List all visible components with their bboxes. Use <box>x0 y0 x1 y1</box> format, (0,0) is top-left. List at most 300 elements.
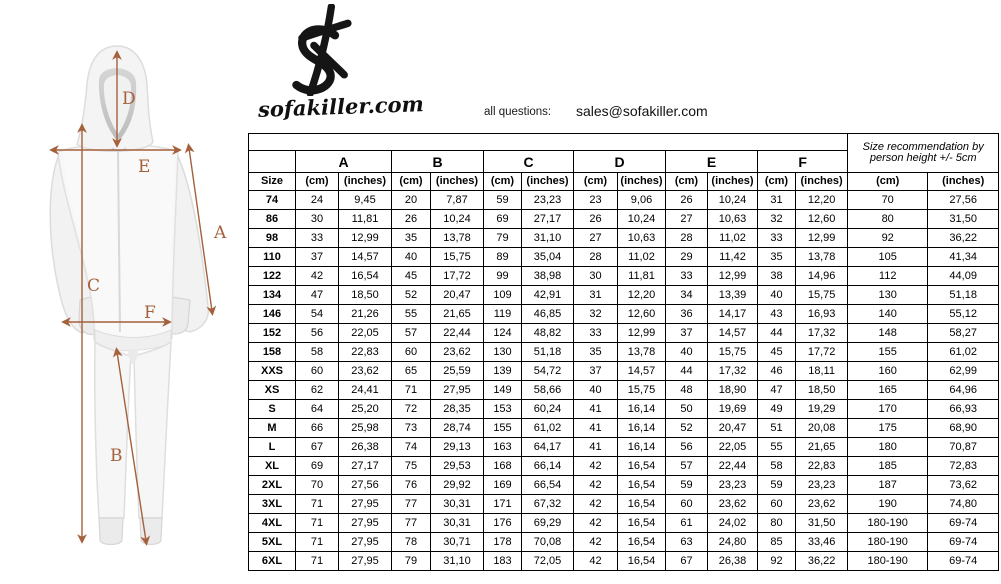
measurement-value: 79 <box>392 552 431 571</box>
measurement-value: 46 <box>758 362 796 381</box>
measurement-value: 56 <box>666 438 708 457</box>
measurement-value: 49 <box>758 400 796 419</box>
measurement-value: 41 <box>574 438 618 457</box>
measurement-value: 76 <box>392 476 431 495</box>
measurement-value: 61 <box>666 514 708 533</box>
measurement-value: 16,14 <box>618 419 666 438</box>
measurement-value: 33,46 <box>796 533 848 552</box>
measurement-value: 26,38 <box>708 552 758 571</box>
measurement-value: 29,13 <box>431 438 484 457</box>
measurement-value: 48 <box>666 381 708 400</box>
table-row <box>249 419 999 438</box>
measurement-value: 14,57 <box>618 362 666 381</box>
measurement-value: 14,17 <box>708 305 758 324</box>
measurement-value: 16,54 <box>618 533 666 552</box>
measurement-value: 30,71 <box>431 533 484 552</box>
measurement-value: 47 <box>296 286 339 305</box>
size-label: 2XL <box>249 476 296 495</box>
measurement-value: 21,26 <box>339 305 392 324</box>
measurement-value: 41 <box>574 419 618 438</box>
measurement-value: 70 <box>296 476 339 495</box>
measurement-value: 10,63 <box>708 210 758 229</box>
measurement-value: 45 <box>392 267 431 286</box>
product-photo <box>0 0 250 584</box>
measurement-value: 50 <box>666 400 708 419</box>
measurement-value: 55,12 <box>928 305 999 324</box>
measurement-value: 10,63 <box>618 229 666 248</box>
measurement-value: 40 <box>574 381 618 400</box>
recommendation-header-row <box>249 134 999 151</box>
measurement-value: 14,57 <box>708 324 758 343</box>
measurement-value: 26,38 <box>339 438 392 457</box>
measurement-value: 21,65 <box>431 305 484 324</box>
measurement-value: 33 <box>758 229 796 248</box>
measurement-value: 60 <box>666 495 708 514</box>
table-row <box>249 267 999 286</box>
measurement-value: 27,95 <box>339 533 392 552</box>
measurement-value: 71 <box>296 514 339 533</box>
measurement-value: 165 <box>848 381 928 400</box>
measurement-value: 12,60 <box>796 210 848 229</box>
measurement-value: 190 <box>848 495 928 514</box>
measurement-value: 27,95 <box>339 514 392 533</box>
measurement-value: 42 <box>574 495 618 514</box>
measurement-value: 15,75 <box>618 381 666 400</box>
measurement-value: 89 <box>484 248 522 267</box>
measurement-value: 66,14 <box>522 457 574 476</box>
table-row <box>249 514 999 533</box>
measurement-value: 60 <box>392 343 431 362</box>
size-label: L <box>249 438 296 457</box>
measurement-value: 15,75 <box>796 286 848 305</box>
measurement-value: 31 <box>574 286 618 305</box>
measurement-value: 37 <box>296 248 339 267</box>
onesie-silhouette <box>50 46 208 545</box>
measurement-value: 61,02 <box>928 343 999 362</box>
measurement-value: 20,47 <box>708 419 758 438</box>
measurement-value: 60,24 <box>522 400 574 419</box>
measurement-value: 17,72 <box>431 267 484 286</box>
measurement-value: 30,31 <box>431 495 484 514</box>
table-row <box>249 381 999 400</box>
unit-header-inches: (inches) <box>522 173 574 191</box>
measurement-value: 38,98 <box>522 267 574 286</box>
measurement-value: 25,20 <box>339 400 392 419</box>
measurement-value: 23,62 <box>431 343 484 362</box>
measurement-value: 57 <box>392 324 431 343</box>
measurement-value: 29 <box>666 248 708 267</box>
measurement-value: 27,95 <box>339 552 392 571</box>
measurement-value: 71 <box>296 552 339 571</box>
measurement-value: 130 <box>484 343 522 362</box>
measurement-value: 37 <box>574 362 618 381</box>
measurement-value: 73 <box>392 419 431 438</box>
measurement-value: 64 <box>296 400 339 419</box>
measurement-value: 24,02 <box>708 514 758 533</box>
measurement-value: 140 <box>848 305 928 324</box>
measurement-value: 41,34 <box>928 248 999 267</box>
measurement-value: 74,80 <box>928 495 999 514</box>
measurement-value: 70,87 <box>928 438 999 457</box>
measurement-value: 62,99 <box>928 362 999 381</box>
measurement-value: 180-190 <box>848 533 928 552</box>
table-row <box>249 400 999 419</box>
unit-header-cm: (cm) <box>848 173 928 191</box>
measurement-value: 28,35 <box>431 400 484 419</box>
size-label: 74 <box>249 191 296 210</box>
size-label: 98 <box>249 229 296 248</box>
measurement-value: 18,50 <box>796 381 848 400</box>
measurement-value: 44 <box>666 362 708 381</box>
measurement-value: 25,98 <box>339 419 392 438</box>
table-row <box>249 210 999 229</box>
measurement-value: 56 <box>296 324 339 343</box>
measurement-value: 80 <box>848 210 928 229</box>
measurement-value: 71 <box>296 495 339 514</box>
sk-monogram-icon <box>280 4 368 96</box>
measurement-value: 77 <box>392 495 431 514</box>
measurement-value: 52 <box>392 286 431 305</box>
measurement-value: 59 <box>666 476 708 495</box>
measurement-value: 40 <box>666 343 708 362</box>
measurement-value: 41 <box>574 400 618 419</box>
measurement-value: 19,29 <box>796 400 848 419</box>
measurement-value: 71 <box>392 381 431 400</box>
measurement-value: 58,27 <box>928 324 999 343</box>
size-label: 122 <box>249 267 296 286</box>
measurement-value: 10,24 <box>618 210 666 229</box>
measurement-value: 33 <box>296 229 339 248</box>
measurement-value: 44 <box>758 324 796 343</box>
measurement-value: 27,95 <box>431 381 484 400</box>
measurement-value: 25,59 <box>431 362 484 381</box>
measurement-value: 66 <box>296 419 339 438</box>
table-row <box>249 305 999 324</box>
measurement-value: 72 <box>392 400 431 419</box>
size-label: 158 <box>249 343 296 362</box>
measurement-value: 175 <box>848 419 928 438</box>
measurement-value: 72,05 <box>522 552 574 571</box>
measurement-value: 37 <box>666 324 708 343</box>
measurement-value: 62 <box>296 381 339 400</box>
measurement-value: 60 <box>296 362 339 381</box>
measurement-value: 23 <box>574 191 618 210</box>
measurement-label-d: D <box>122 89 136 109</box>
measurement-value: 124 <box>484 324 522 343</box>
measurement-value: 16,14 <box>618 438 666 457</box>
table-row <box>249 343 999 362</box>
measurement-value: 27,56 <box>928 191 999 210</box>
table-row <box>249 476 999 495</box>
table-row <box>249 286 999 305</box>
size-label: 110 <box>249 248 296 267</box>
measurement-value: 42 <box>574 533 618 552</box>
measurement-value: 12,20 <box>796 191 848 210</box>
measurement-value: 70,08 <box>522 533 574 552</box>
unit-header-cm: (cm) <box>484 173 522 191</box>
measurement-value: 51,18 <box>522 343 574 362</box>
measurement-value: 55 <box>392 305 431 324</box>
table-row <box>249 552 999 571</box>
measurement-value: 24,41 <box>339 381 392 400</box>
measurement-value: 23,23 <box>708 476 758 495</box>
unit-header-inches: (inches) <box>431 173 484 191</box>
measurement-value: 26 <box>392 210 431 229</box>
unit-header-cm: (cm) <box>666 173 708 191</box>
measurement-value: 16,54 <box>618 476 666 495</box>
measurement-value: 42,91 <box>522 286 574 305</box>
measurement-value: 27 <box>574 229 618 248</box>
measurement-value: 99 <box>484 267 522 286</box>
column-header-b: B <box>392 151 484 173</box>
measurement-value: 59 <box>758 476 796 495</box>
measurement-value: 11,02 <box>618 248 666 267</box>
contact-email: sales@sofakiller.com <box>576 103 708 119</box>
measurement-value: 16,93 <box>796 305 848 324</box>
measurement-value: 11,02 <box>708 229 758 248</box>
measurement-value: 119 <box>484 305 522 324</box>
unit-header-cm: (cm) <box>574 173 618 191</box>
measurement-value: 20 <box>392 191 431 210</box>
size-table-body <box>249 191 999 571</box>
measurement-value: 180-190 <box>848 514 928 533</box>
contact-question-label: all questions: <box>484 106 552 118</box>
unit-header-cm: (cm) <box>392 173 431 191</box>
measurement-value: 33 <box>574 324 618 343</box>
measurement-value: 28 <box>666 229 708 248</box>
measurement-value: 160 <box>848 362 928 381</box>
measurement-value: 60 <box>758 495 796 514</box>
column-header-a: A <box>296 151 392 173</box>
measurement-value: 180 <box>848 438 928 457</box>
size-label: 5XL <box>249 533 296 552</box>
measurement-value: 171 <box>484 495 522 514</box>
measurement-value: 66,93 <box>928 400 999 419</box>
measurement-value: 36 <box>666 305 708 324</box>
measurement-value: 44,09 <box>928 267 999 286</box>
measurement-value: 69,29 <box>522 514 574 533</box>
measurement-value: 31 <box>758 191 796 210</box>
measurement-value: 36,22 <box>928 229 999 248</box>
measurement-value: 36,22 <box>796 552 848 571</box>
measurement-value: 40 <box>758 286 796 305</box>
measurement-value: 58 <box>296 343 339 362</box>
table-row <box>249 438 999 457</box>
measurement-label-f: F <box>144 303 156 323</box>
measurement-value: 77 <box>392 514 431 533</box>
measurement-value: 24 <box>296 191 339 210</box>
unit-header-inches: (inches) <box>618 173 666 191</box>
measurement-value: 69-74 <box>928 514 999 533</box>
measurement-value: 35 <box>574 343 618 362</box>
size-label: 152 <box>249 324 296 343</box>
measurement-value: 21,65 <box>796 438 848 457</box>
brand-site-text: sofakiller.com <box>257 91 425 122</box>
measurement-value: 61,02 <box>522 419 574 438</box>
measurement-label-a: A <box>214 223 227 243</box>
measurement-value: 30 <box>296 210 339 229</box>
measurement-value: 80 <box>758 514 796 533</box>
table-row <box>249 495 999 514</box>
measurement-value: 78 <box>392 533 431 552</box>
measurement-value: 92 <box>848 229 928 248</box>
measurement-value: 71 <box>296 533 339 552</box>
measurement-value: 47 <box>758 381 796 400</box>
measurement-value: 31,50 <box>928 210 999 229</box>
measurement-value: 27,56 <box>339 476 392 495</box>
measurement-label-c: C <box>87 276 101 296</box>
measurement-value: 58 <box>758 457 796 476</box>
onesie-measurement-diagram <box>0 0 250 584</box>
measurement-value: 26 <box>574 210 618 229</box>
table-row <box>249 362 999 381</box>
measurement-value: 16,54 <box>339 267 392 286</box>
measurement-value: 17,32 <box>796 324 848 343</box>
measurement-value: 65 <box>392 362 431 381</box>
measurement-value: 42 <box>296 267 339 286</box>
measurement-value: 22,05 <box>708 438 758 457</box>
measurement-value: 58,66 <box>522 381 574 400</box>
measurement-label-b: B <box>110 446 123 466</box>
measurement-label-e: E <box>138 157 151 177</box>
measurement-value: 19,69 <box>708 400 758 419</box>
unit-header-cm: (cm) <box>296 173 339 191</box>
measurement-value: 9,06 <box>618 191 666 210</box>
size-label: XL <box>249 457 296 476</box>
measurement-value: 18,11 <box>796 362 848 381</box>
measurement-value: 38 <box>758 267 796 286</box>
measurement-value: 32 <box>758 210 796 229</box>
measurement-value: 22,83 <box>339 343 392 362</box>
measurement-value: 51 <box>758 419 796 438</box>
measurement-value: 22,44 <box>708 457 758 476</box>
measurement-value: 169 <box>484 476 522 495</box>
measurement-value: 24,80 <box>708 533 758 552</box>
measurement-value: 148 <box>848 324 928 343</box>
measurement-value: 67 <box>296 438 339 457</box>
measurement-value: 176 <box>484 514 522 533</box>
measurement-value: 12,99 <box>708 267 758 286</box>
unit-header-inches: (inches) <box>339 173 392 191</box>
measurement-value: 20,08 <box>796 419 848 438</box>
measurement-value: 10,24 <box>708 191 758 210</box>
measurement-value: 72,83 <box>928 457 999 476</box>
measurement-value: 105 <box>848 248 928 267</box>
measurement-value: 66,54 <box>522 476 574 495</box>
size-label: S <box>249 400 296 419</box>
measurement-value: 42 <box>574 552 618 571</box>
measurement-value: 23,23 <box>522 191 574 210</box>
measurement-value: 27,95 <box>339 495 392 514</box>
measurement-value: 139 <box>484 362 522 381</box>
size-column-header: Size <box>249 173 296 191</box>
measurement-value: 180-190 <box>848 552 928 571</box>
measurement-value: 63 <box>666 533 708 552</box>
measurement-value: 16,54 <box>618 514 666 533</box>
size-label: 134 <box>249 286 296 305</box>
recommendation-header <box>848 134 999 173</box>
measurement-value: 59 <box>484 191 522 210</box>
measurement-value: 15,75 <box>431 248 484 267</box>
measurement-value: 11,81 <box>339 210 392 229</box>
measurement-value: 73,62 <box>928 476 999 495</box>
measurement-value: 75 <box>392 457 431 476</box>
measurement-value: 48,82 <box>522 324 574 343</box>
column-header-d: D <box>574 151 666 173</box>
measurement-value: 31,10 <box>522 229 574 248</box>
measurement-value: 74 <box>392 438 431 457</box>
size-label: XS <box>249 381 296 400</box>
measurement-value: 12,99 <box>339 229 392 248</box>
measurement-value: 31,10 <box>431 552 484 571</box>
size-label: 146 <box>249 305 296 324</box>
unit-header-inches: (inches) <box>928 173 999 191</box>
measurement-value: 23,62 <box>708 495 758 514</box>
size-table <box>248 133 999 571</box>
size-chart <box>248 133 1000 571</box>
measurement-value: 170 <box>848 400 928 419</box>
measurement-value: 11,81 <box>618 267 666 286</box>
measurement-value: 40 <box>392 248 431 267</box>
size-label: 6XL <box>249 552 296 571</box>
measurement-value: 183 <box>484 552 522 571</box>
measurement-value: 67,32 <box>522 495 574 514</box>
size-label: M <box>249 419 296 438</box>
measurement-value: 178 <box>484 533 522 552</box>
measurement-value: 33 <box>666 267 708 286</box>
measurement-value: 130 <box>848 286 928 305</box>
measurement-value: 42 <box>574 514 618 533</box>
measurement-value: 85 <box>758 533 796 552</box>
measurement-value: 29,92 <box>431 476 484 495</box>
table-row <box>249 324 999 343</box>
measurement-value: 7,87 <box>431 191 484 210</box>
measurement-value: 26 <box>666 191 708 210</box>
measurement-value: 70 <box>848 191 928 210</box>
measurement-value: 79 <box>484 229 522 248</box>
measurement-value: 27,17 <box>522 210 574 229</box>
table-row <box>249 229 999 248</box>
size-label: XXS <box>249 362 296 381</box>
size-label: 3XL <box>249 495 296 514</box>
measurement-value: 28 <box>574 248 618 267</box>
measurement-value: 69-74 <box>928 533 999 552</box>
measurement-value: 10,24 <box>431 210 484 229</box>
measurement-value: 64,96 <box>928 381 999 400</box>
measurement-value: 35,04 <box>522 248 574 267</box>
brand-logo <box>257 4 425 122</box>
measurement-value: 112 <box>848 267 928 286</box>
measurement-value: 187 <box>848 476 928 495</box>
measurement-value: 45 <box>758 343 796 362</box>
measurement-value: 68,90 <box>928 419 999 438</box>
measurement-value: 18,90 <box>708 381 758 400</box>
measurement-value: 57 <box>666 457 708 476</box>
measurement-value: 54 <box>296 305 339 324</box>
measurement-value: 30 <box>574 267 618 286</box>
measurement-value: 69-74 <box>928 552 999 571</box>
measurement-value: 27,17 <box>339 457 392 476</box>
measurement-value: 69 <box>296 457 339 476</box>
measurement-value: 17,72 <box>796 343 848 362</box>
measurement-value: 34 <box>666 286 708 305</box>
measurement-value: 35 <box>392 229 431 248</box>
measurement-value: 168 <box>484 457 522 476</box>
units-header-row <box>249 173 999 191</box>
measurement-value: 29,53 <box>431 457 484 476</box>
table-row <box>249 457 999 476</box>
measurement-value: 69 <box>484 210 522 229</box>
